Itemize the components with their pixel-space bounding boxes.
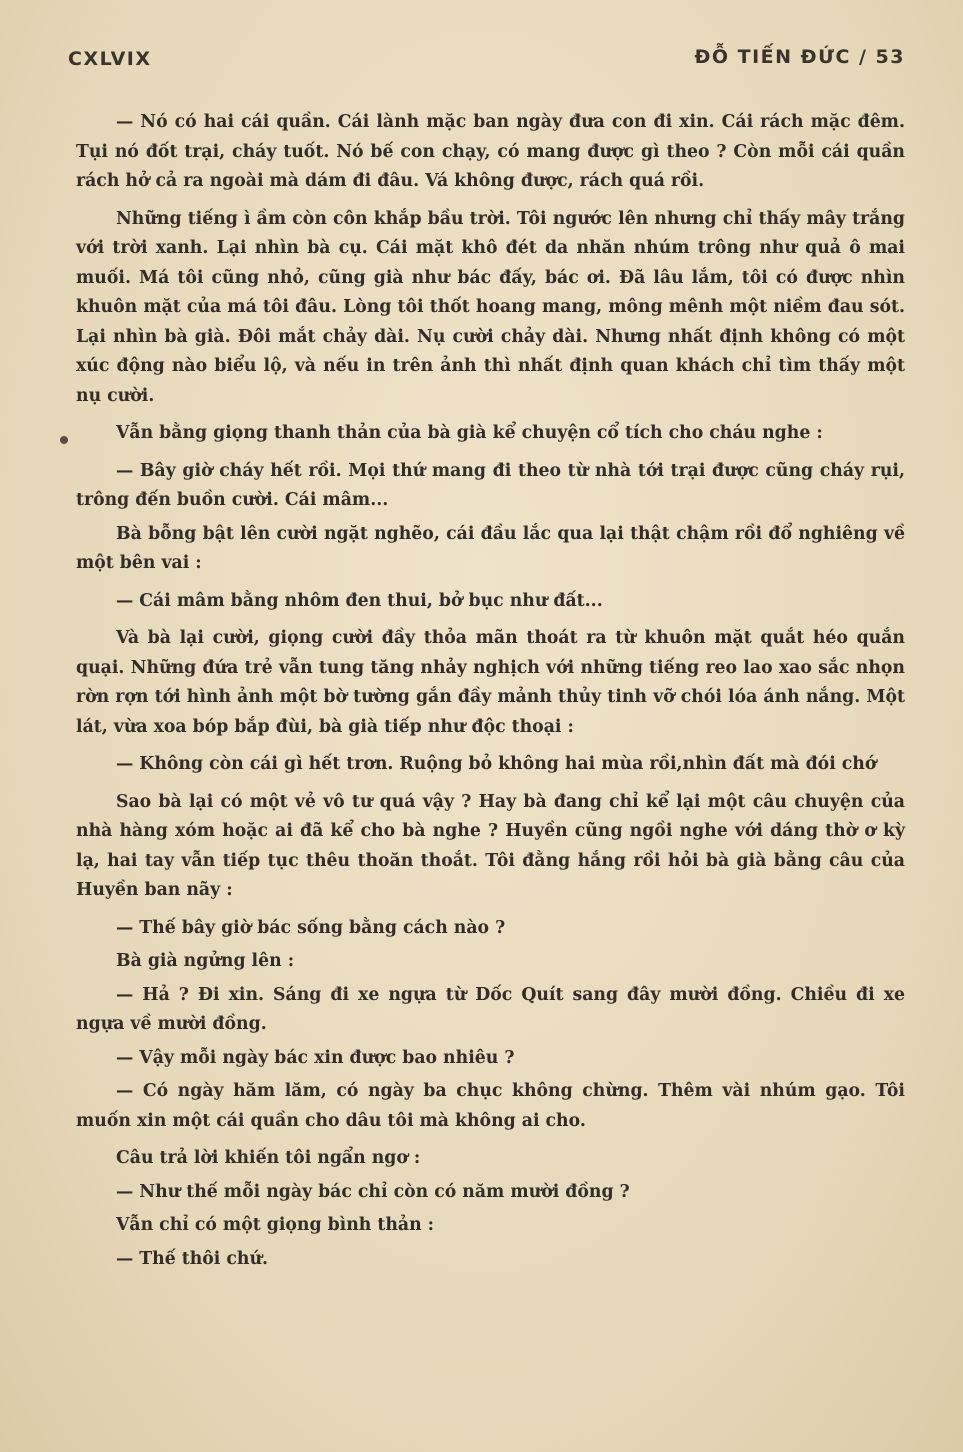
paragraph: — Có ngày hăm lăm, có ngày ba chục không chừng. Thêm vài nhúm gạo. Tôi muốn xin một cái quần cho dâu tôi mà không ai cho.	[76, 1081, 905, 1131]
paragraph: Vẫn bằng giọng thanh thản của bà già kể chuyện cổ tích cho cháu nghe :	[116, 423, 823, 443]
paragraph: Sao bà lại có một vẻ vô tư quá vậy ? Hay bà đang chỉ kể lại một câu chuyện của nhà hàng xóm hoặc ai đã kể cho bà nghe ? Huyền cũng ngồi nghe với dáng thờ ơ kỳ lạ, hai tay vẫn tiếp tục thêu thoăn thoắt. Tôi đằng hắng rồi hỏi bà già bằng câu của Huyền ban nãy :	[76, 791, 905, 900]
paragraph: — Hả ? Đi xin. Sáng đi xe ngựa từ Dốc Quít sang đây mười đồng. Chiều đi xe ngựa về mười đồng.	[76, 984, 905, 1034]
paragraph: Những tiếng ì ầm còn côn khắp bầu trời. Tôi ngước lên nhưng chỉ thấy mây trắng với trời xanh. Lại nhìn bà cụ. Cái mặt khô đét da nhăn nhúm trông như quả ô mai muối. Má tôi cũng nhỏ, cũng già như bác đấy, bác ơi. Đã lâu lắm, tôi có được nhìn khuôn mặt của má tôi đâu. Lòng tôi thốt hoang mang, mông mênh một niềm đau sót. Lại nhìn bà già. Đôi mắt chảy dài. Nụ cười chảy dài. Nhưng nhất định không có một xúc động nào biểu lộ, và nếu in trên ảnh thì nhất định quan khách chỉ tìm thấy một nụ cười.	[76, 208, 905, 406]
paragraph: — Bây giờ cháy hết rồi. Mọi thứ mang đi theo từ nhà tới trại được cũng cháy rụi, trông đến buồn cười. Cái mâm...	[76, 460, 905, 510]
paragraph: — Vậy mỗi ngày bác xin được bao nhiêu ?	[116, 1047, 515, 1068]
paragraph: — Như thế mỗi ngày bác chỉ còn có năm mười đồng ?	[116, 1181, 630, 1202]
ink-dot	[60, 436, 68, 444]
paragraph: — Nó có hai cái quần. Cái lành mặc ban ngày đưa con đi xin. Cái rách mặc đêm. Tụi nó đốt trại, cháy tuốt. Nó bế con chạy, có mang được gì theo ? Còn mỗi cái quần rách hở cả ra ngoài mà dám đi đâu. Vá không được, rách quá rồi.	[76, 112, 905, 191]
paragraph: — Thế bây giờ bác sống bằng cách nào ?	[116, 917, 506, 938]
paragraph: Vẫn chỉ có một giọng bình thản :	[116, 1215, 435, 1235]
paragraph: — Không còn cái gì hết trơn. Ruộng bỏ không hai mùa rồi,nhìn đất mà đói chớ	[116, 754, 877, 774]
paragraph: — Cái mâm bằng nhôm đen thui, bở bục như đất...	[116, 590, 603, 611]
chapter-number: CXLVIX	[68, 48, 152, 70]
paragraph: Bà bỗng bật lên cười ngặt nghẽo, cái đầu lắc qua lại thật chậm rồi đổ nghiêng về một bên vai :	[76, 523, 905, 573]
author-page-number: ĐỖ TIẾN ĐỨC / 53	[694, 46, 905, 68]
page-header	[68, 40, 905, 80]
paragraph: Câu trả lời khiến tôi ngẩn ngơ :	[116, 1148, 421, 1168]
page-body	[76, 108, 905, 1274]
paragraph: Bà già ngửng lên :	[116, 951, 295, 971]
paragraph: Và bà lại cười, giọng cười đầy thỏa mãn thoát ra từ khuôn mặt quắt héo quắn quại. Những đứa trẻ vẫn tung tăng nhảy nghịch với những tiếng reo lao xao sắc nhọn rờn rợn tới hình ảnh một bờ tường gắn đầy mảnh thủy tinh vỡ chói lóa ánh nắng. Một lát, vừa xoa bóp bắp đùi, bà già tiếp như độc thoại :	[76, 628, 905, 737]
paragraph: — Thế thôi chứ.	[116, 1248, 269, 1269]
